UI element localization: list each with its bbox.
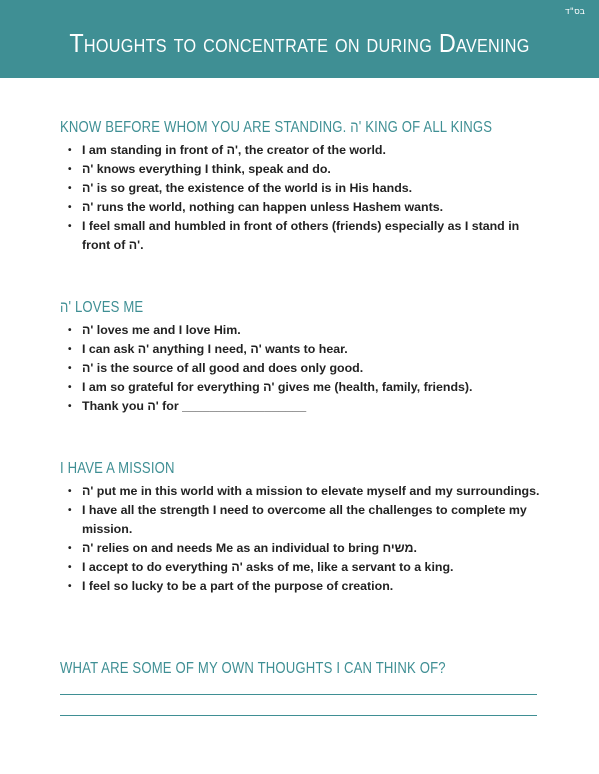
bullet-list (60, 141, 550, 255)
list-item: • I have all the strength I need to overcome all the challenges to complete my mission. (60, 501, 550, 539)
bullet-list (60, 482, 550, 596)
section-i-have-a-mission (60, 460, 550, 596)
list-item: • Thank you ה' for __________________ (60, 397, 550, 416)
section-own-thoughts (60, 660, 550, 678)
list-item: • ה' put me in this world with a mission to elevate myself and my surroundings. (60, 482, 550, 501)
list-item: • I can ask ה' anything I need, ה' wants to hear. (60, 340, 550, 359)
section-title: ה' LOVES ME (60, 299, 144, 316)
section-hashem-loves-me (60, 299, 550, 416)
bullet-list (60, 321, 550, 416)
list-item: • ה' loves me and I love Him. (60, 321, 550, 340)
section-title: I HAVE A MISSION (60, 460, 175, 477)
list-item: • ה' is the source of all good and does only good. (60, 359, 550, 378)
list-item: • I feel so lucky to be a part of the purpose of creation. (60, 577, 550, 596)
bsd-mark: בס"ד (564, 7, 585, 17)
writing-line[interactable] (60, 694, 537, 695)
writing-line[interactable] (60, 715, 537, 716)
list-item: • I feel small and humbled in front of others (friends) especially as I stand in front of ה'. (60, 217, 550, 255)
list-item: • ה' knows everything I think, speak and do. (60, 160, 550, 179)
section-know-before-whom (60, 119, 550, 255)
section-title: KNOW BEFORE WHOM YOU ARE STANDING. ה' KING OF ALL KINGS (60, 119, 493, 136)
list-item: • ה' relies on and needs Me as an individual to bring משיח. (60, 539, 550, 558)
page-title: Thoughts to concentrate on during Davening (69, 28, 530, 58)
list-item: • I am standing in front of ה', the creator of the world. (60, 141, 550, 160)
list-item: • ה' runs the world, nothing can happen unless Hashem wants. (60, 198, 550, 217)
list-item: • ה' is so great, the existence of the world is in His hands. (60, 179, 550, 198)
header-banner (0, 0, 599, 78)
list-item: • I am so grateful for everything ה' gives me (health, family, friends). (60, 378, 550, 397)
list-item: • I accept to do everything ה' asks of me, like a servant to a king. (60, 558, 550, 577)
section-title: WHAT ARE SOME OF MY OWN THOUGHTS I CAN THINK OF? (60, 660, 446, 677)
